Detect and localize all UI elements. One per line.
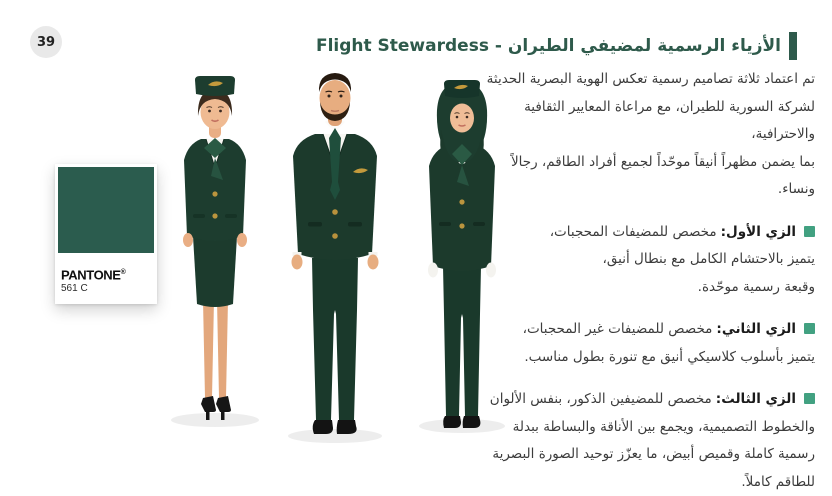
- uniform-bullet-3: [470, 386, 815, 496]
- pantone-swatch-card: [55, 164, 157, 304]
- title-accent-bar: [789, 32, 797, 60]
- bullet-line: رسمية كاملة وقميص أبيض، ما يعزّز توحيد الصورة البصرية: [470, 441, 815, 469]
- bullet-line: الزي الثاني:مخصص للمضيفات غير المحجبات،: [470, 316, 815, 344]
- bullet-line: يتميز بأسلوب كلاسيكي أنيق مع تنورة بطول مناسب.: [470, 344, 815, 372]
- intro-line: تم اعتماد ثلاثة تصاميم رسمية تعكس الهوية البصرية الحديثة: [470, 66, 815, 94]
- bullet-line: الزي الثالث:مخصص للمضيفين الذكور، بنفس الألوان: [470, 386, 815, 414]
- intro-paragraph: [470, 66, 815, 204]
- description-column: [470, 66, 815, 496]
- tie: [329, 128, 341, 200]
- intro-line: بما يضمن مظهراً أنيقاً موحّداً لجميع أفراد الطاقم، رجالاً ونساء.: [470, 149, 815, 204]
- bullet-line: الزي الأول:مخصص للمضيفات المحجبات،: [470, 219, 815, 247]
- uniform-bullet-1: [470, 219, 815, 302]
- bullet-line: يتميز بالاحتشام الكامل مع بنطال أنيق،: [470, 246, 815, 274]
- skirt: [193, 236, 237, 307]
- bullet-square-icon: [804, 226, 815, 237]
- bullet-line: للطاقم كاملاً.: [470, 469, 815, 496]
- bullet-square-icon: [804, 323, 815, 334]
- page-number-badge: 39: [30, 26, 62, 58]
- bullet-line: والخطوط التصميمية، ويجمع بين الأناقة والبساطة ببدلة: [470, 414, 815, 442]
- pillbox-hat: [195, 76, 235, 96]
- bullet-line: وقبعة رسمية موحّدة.: [470, 274, 815, 302]
- uniform-bullet-2: [470, 316, 815, 371]
- intro-line: لشركة السورية للطيران، مع مراعاة المعايير الثقافية والاحترافية،: [470, 94, 815, 149]
- legs-and-heels: [201, 300, 231, 420]
- pantone-color-chip: [58, 167, 154, 253]
- bullet-square-icon: [804, 393, 815, 404]
- uniform-figure-male-steward: [260, 62, 410, 450]
- pantone-color-code: 561 C: [61, 283, 151, 294]
- white-glove: [428, 263, 438, 278]
- slide-header: [316, 32, 797, 60]
- trousers: [312, 258, 358, 420]
- pantone-brand-label: PANTONE®: [61, 266, 151, 281]
- page-title: الأزياء الرسمية لمضيفي الطيران - Flight Stewardess: [316, 36, 781, 56]
